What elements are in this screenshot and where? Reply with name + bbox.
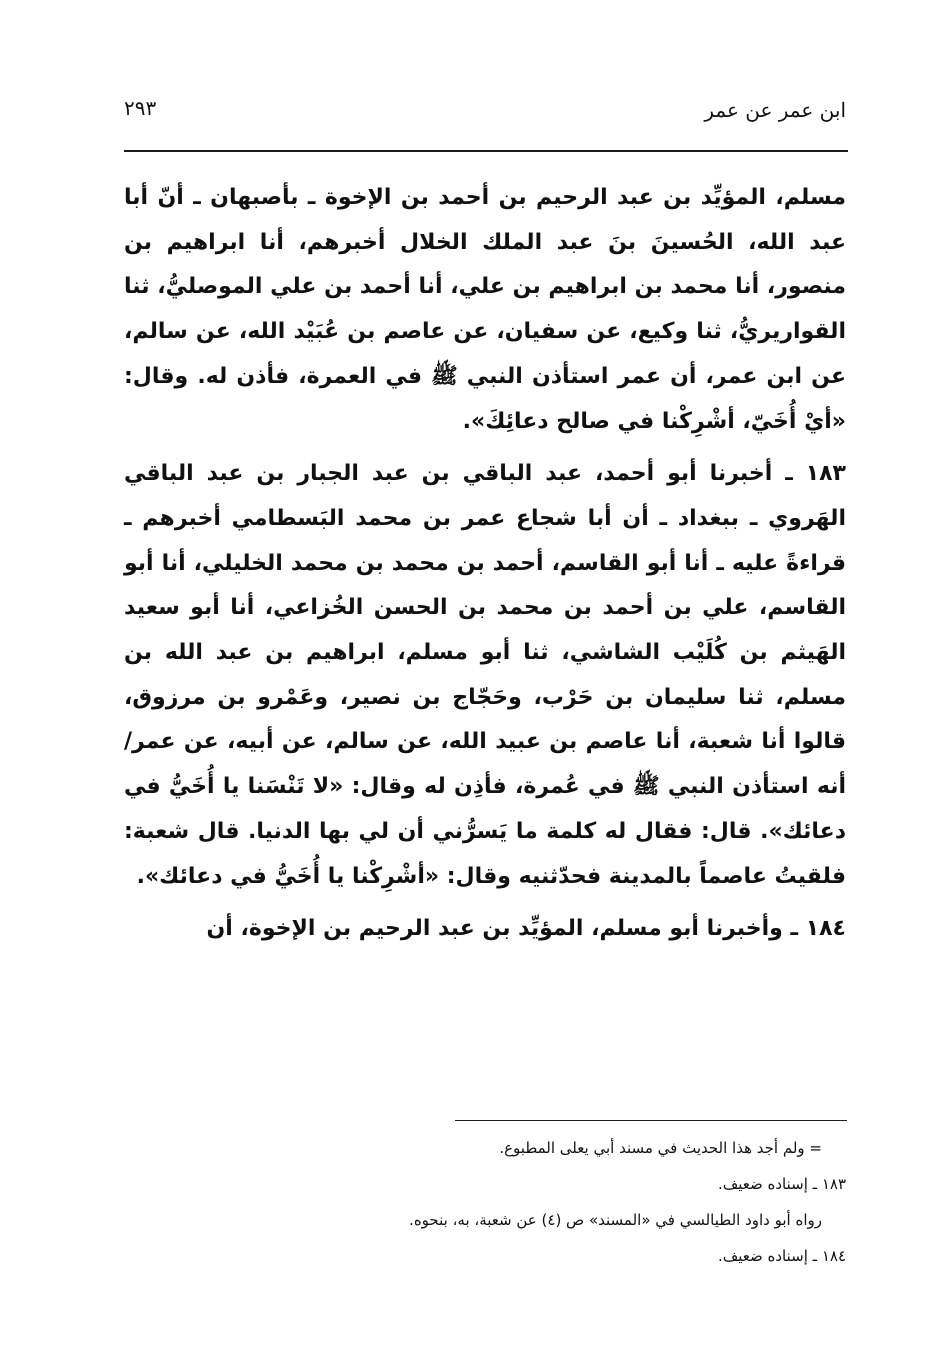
paragraph-184: ١٨٤ ـ وأخبرنا أبو مسلم، المؤيِّد بن عبد الرحيم بن الإخوة، أن [206,916,846,942]
paragraph-183: ١٨٣ ـ أخبرنا أبو أحمد، عبد الباقي بن عبد الجبار بن عبد الباقي الهَروي ـ ببغداد ـ أن أبا شجاع عمر بن محمد البَسطامي أخبرهم ـ قراءةً عليه ـ أنا أبو القاسم، أحمد بن محمد بن محمد الخليلي، أنا أبو القاسم، علي بن أحمد بن محمد بن الحسن الخُزاعي، أنا أبو سعيد الهَيثم بن كُلَيْب الشاشي، ثنا أبو مسلم، ابراهيم بن عبد الله بن مسلم، ثنا سليمان بن حَرْب، وحَجّاج بن نصير، وعَمْرو بن مرزوق، قالوا أنا شعبة، أنا عاصم بن عبيد الله، عن سالم، عن أبيه، عن عمر/أنه استأذن النبي ﷺ في عُمرة، فأذِن له وقال: «لا تَنْسَنا يا أُخَيُّ في دعائك». قال: فقال له كلمة ما يَسرُّني أن لي بها الدنيا. قال شعبة: فلقيتُ عاصماً بالمدينة فحدّثنيه وقال: «أشْرِكْنا يا أُخَيُّ في دعائك». [124,461,846,889]
running-header [124,92,846,132]
running-title: ابن عمر عن عمر [704,98,846,122]
footnote-184: ١٨٤ ـ إسناده ضعيف. [717,1247,846,1265]
page-number: ٢٩٣ [124,96,157,120]
footnote-rule [455,1120,847,1121]
footnote-183-source: رواه أبو داود الطيالسي في «المسند» ص (٤) عن شعبة، به، بنحوه. [409,1211,822,1229]
footnote-183: ١٨٣ ـ إسناده ضعيف. [717,1175,846,1193]
main-text [124,176,846,952]
header-rule [124,150,848,152]
paragraph-continuation: مسلم، المؤيِّد بن عبد الرحيم بن أحمد بن الإخوة ـ بأصبهان ـ أنّ أبا عبد الله، الحُسينَ بنَ عبد الملك الخلال أخبرهم، أنا ابراهيم بن منصور، أنا محمد بن ابراهيم بن علي، أنا أحمد بن علي الموصليُّ، ثنا القواريريُّ، ثنا وكيع، عن سفيان، عن عاصم بن عُبَيْد الله، عن سالم، عن ابن عمر، أن عمر استأذن النبي ﷺ في العمرة، فأذن له. وقال: «أيْ أُخَيّ، أشْرِكْنا في صالح دعائِكَ». [124,185,846,434]
footnotes [200,1130,846,1274]
footnote-continuation: = ولم أجد هذا الحديث في مسند أبي يعلى المطبوع. [499,1139,822,1157]
